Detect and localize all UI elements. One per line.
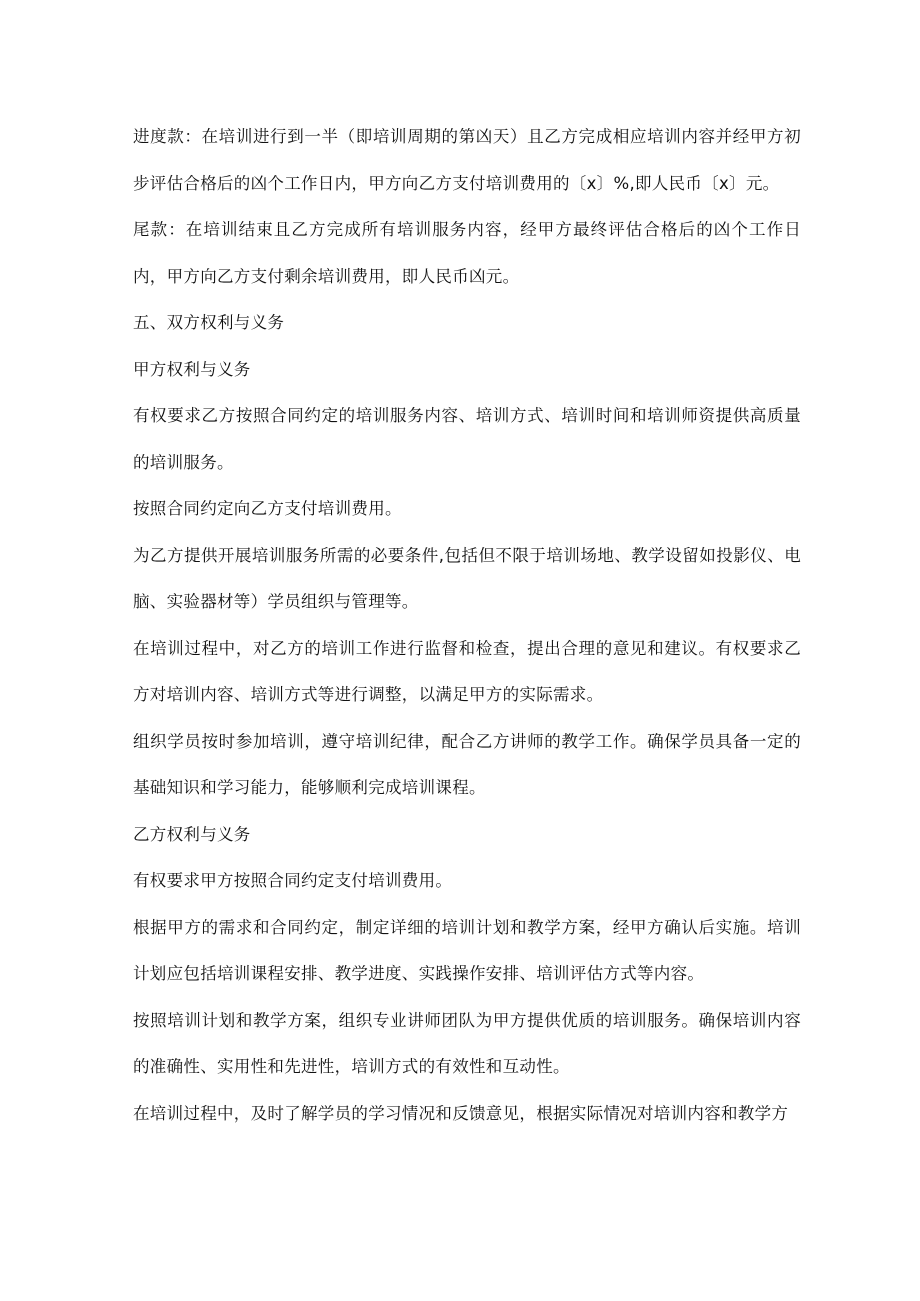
paragraph-party-a-right-2: 按照合同约定向乙方支付培训费用。 [133, 499, 402, 518]
paragraph-party-a-right-4: 在培训过程中，对乙方的培训工作进行监督和检查，提出合理的意见和建议。有权要求乙方对培训内容、培训方式等进行调整，以满足甲方的实际需求。 [133, 638, 801, 704]
subheading-party-b: 乙方权利与义务 [133, 824, 251, 844]
subheading-party-a: 甲方权利与义务 [133, 359, 251, 379]
paragraph-party-a-right-3: 为乙方提供开展培训服务所需的必要条件,包括但不限于培训场地、教学设留如投影仪、电脑、实验器材等）学员组织与管理等。 [133, 545, 801, 611]
paragraph-party-a-right-1: 有权要求乙方按照合同约定的培训服务内容、培训方式、培训时间和培训师资提供高质量的培训服务。 [133, 406, 801, 472]
paragraph-progress-payment: 进度款：在培训进行到一半（即培训周期的第凶天）且乙方完成相应培训内容并经甲方初步评估合格后的凶个工作日内，甲方向乙方支付培训费用的〔x〕%,即人民币〔x〕元。 [133, 127, 801, 193]
paragraph-party-a-right-5: 组织学员按时参加培训，遵守培训纪律，配合乙方讲师的教学工作。确保学员具备一定的基础知识和学习能力，能够顺利完成培训课程。 [133, 731, 801, 797]
paragraph-party-b-right-1: 有权要求甲方按照合同约定支付培训费用。 [133, 871, 453, 890]
paragraph-party-b-right-2: 根据甲方的需求和合同约定，制定详细的培训计划和教学方案，经甲方确认后实施。培训计划应包括培训课程安排、教学进度、实践操作安排、培训评估方式等内容。 [133, 917, 801, 983]
section-heading-rights-obligations: 五、双方权利与义务 [133, 313, 285, 332]
paragraph-final-payment: 尾款：在培训结束且乙方完成所有培训服务内容，经甲方最终评估合格后的凶个工作日内，甲方向乙方支付剩余培训费用，即人民币凶元。 [133, 220, 801, 286]
document-body [133, 114, 801, 1137]
paragraph-party-b-right-3: 按照培训计划和教学方案，组织专业讲师团队为甲方提供优质的培训服务。确保培训内容的准确性、实用性和先进性，培训方式的有效性和互动性。 [133, 1010, 801, 1076]
paragraph-party-b-right-4: 在培训过程中，及时了解学员的学习情况和反馈意见，根据实际情况对培训内容和教学方 [133, 1103, 789, 1123]
